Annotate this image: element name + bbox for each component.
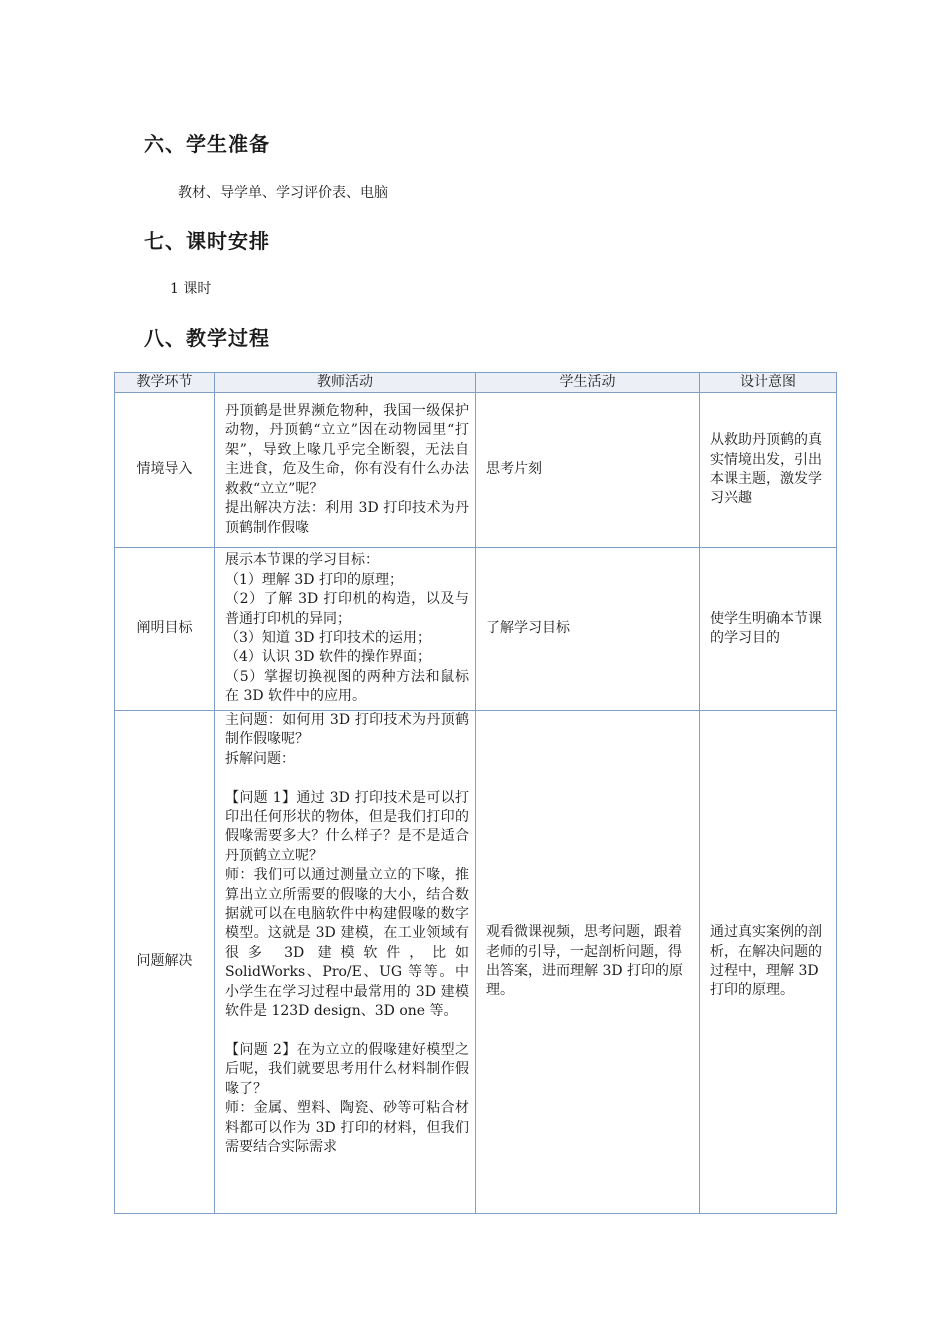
- teacher-activity-text: 拆解问题：: [225, 750, 295, 767]
- teacher-activity-cell: [215, 711, 476, 1214]
- teacher-activity-cell: [215, 393, 476, 548]
- stage-cell: 情境导入: [115, 393, 215, 548]
- student-activity-cell: 观看微课视频，思考问题，跟着老师的引导，一起剖析问题，得出答案，进而理解 3D 打印的原理。: [476, 711, 700, 1214]
- teacher-activity-text: （3）知道 3D 打印技术的运用；: [225, 630, 431, 646]
- stage-cell: 阐明目标: [115, 548, 215, 711]
- section-heading-student-prep: 六、学生准备: [144, 132, 270, 156]
- student-activity-cell: 思考片刻: [476, 393, 700, 548]
- table-row: [115, 393, 837, 548]
- blank-line: [225, 769, 469, 788]
- teacher-activity-text: （4）认识 3D 软件的操作界面；: [225, 649, 431, 666]
- student-activity-cell: 了解学习目标: [476, 548, 700, 711]
- student-prep-content: 教材、导学单、学习评价表、电脑: [178, 185, 388, 201]
- teacher-activity-text: 师：金属、塑料、陶瓷、砂等可粘合材料都可以作为 3D 打印的材料，但我们需要结合实际需求: [225, 1100, 469, 1155]
- teacher-activity-text: （5）掌握切换视图的两种方法和鼠标在 3D 软件中的应用。: [225, 668, 469, 705]
- teaching-process-table: [114, 372, 837, 1214]
- teacher-activity-cell: [215, 548, 476, 711]
- header-teacher-activity: 教师活动: [215, 373, 476, 393]
- header-design-intent: 设计意图: [700, 373, 837, 393]
- design-intent-cell: 通过真实案例的剖析，在解决问题的过程中，理解 3D 打印的原理。: [700, 711, 837, 1214]
- table-header-row: [115, 373, 837, 393]
- schedule-content: 1 课时: [170, 281, 212, 297]
- stage-cell: 问题解决: [115, 711, 215, 1214]
- table-row: [115, 548, 837, 711]
- teacher-activity-text: 【问题 2】在为立立的假喙建好模型之后呢，我们就要思考用什么材料制作假喙了？: [225, 1041, 469, 1097]
- header-stage: 教学环节: [115, 373, 215, 393]
- blank-line: [225, 1021, 469, 1040]
- teacher-activity-text: 丹顶鹤是世界濒危物种，我国一级保护动物，丹顶鹤“立立”因在动物园里“打架”，导致上喙几乎完全断裂，无法自主进食，危及生命，你有没有什么办法救救“立立”呢？: [225, 403, 469, 497]
- teacher-activity-text: 展示本节课的学习目标：: [225, 552, 379, 569]
- header-student-activity: 学生活动: [476, 373, 700, 393]
- teacher-activity-text: 师：我们可以通过测量立立的下喙，推算出立立所需要的假喙的大小，结合数据就可以在电脑软件中构建假喙的数字模型。这就是 3D 建模，在工业领域有很多 3D 建模软件，比如 SolidWorks、Pro/E、UG 等等。中小学生在学习过程中最常用的 3D 建模软件是 123D design、3D one 等。: [225, 867, 469, 1020]
- design-intent-cell: 使学生明确本节课的学习目的: [700, 548, 837, 711]
- table-row: [115, 711, 837, 1214]
- teacher-activity-text: 【问题 1】通过 3D 打印技术是可以打印出任何形状的物体，但是我们打印的假喙需要多大？什么样子？是不是适合丹顶鹤立立呢？: [225, 789, 469, 864]
- section-heading-process: 八、教学过程: [144, 326, 270, 350]
- teacher-activity-text: 提出解决方法：利用 3D 打印技术为丹顶鹤制作假喙: [225, 500, 469, 536]
- teacher-activity-text: 主问题：如何用 3D 打印技术为丹顶鹤制作假喙呢？: [225, 712, 469, 748]
- teacher-activity-text: （2）了解 3D 打印机的构造，以及与普通打印机的异同；: [225, 591, 469, 627]
- section-heading-schedule: 七、课时安排: [144, 229, 270, 253]
- design-intent-cell: 从救助丹顶鹤的真实情境出发，引出本课主题，激发学习兴趣: [700, 393, 837, 548]
- teacher-activity-text: （1）理解 3D 打印的原理；: [225, 571, 403, 588]
